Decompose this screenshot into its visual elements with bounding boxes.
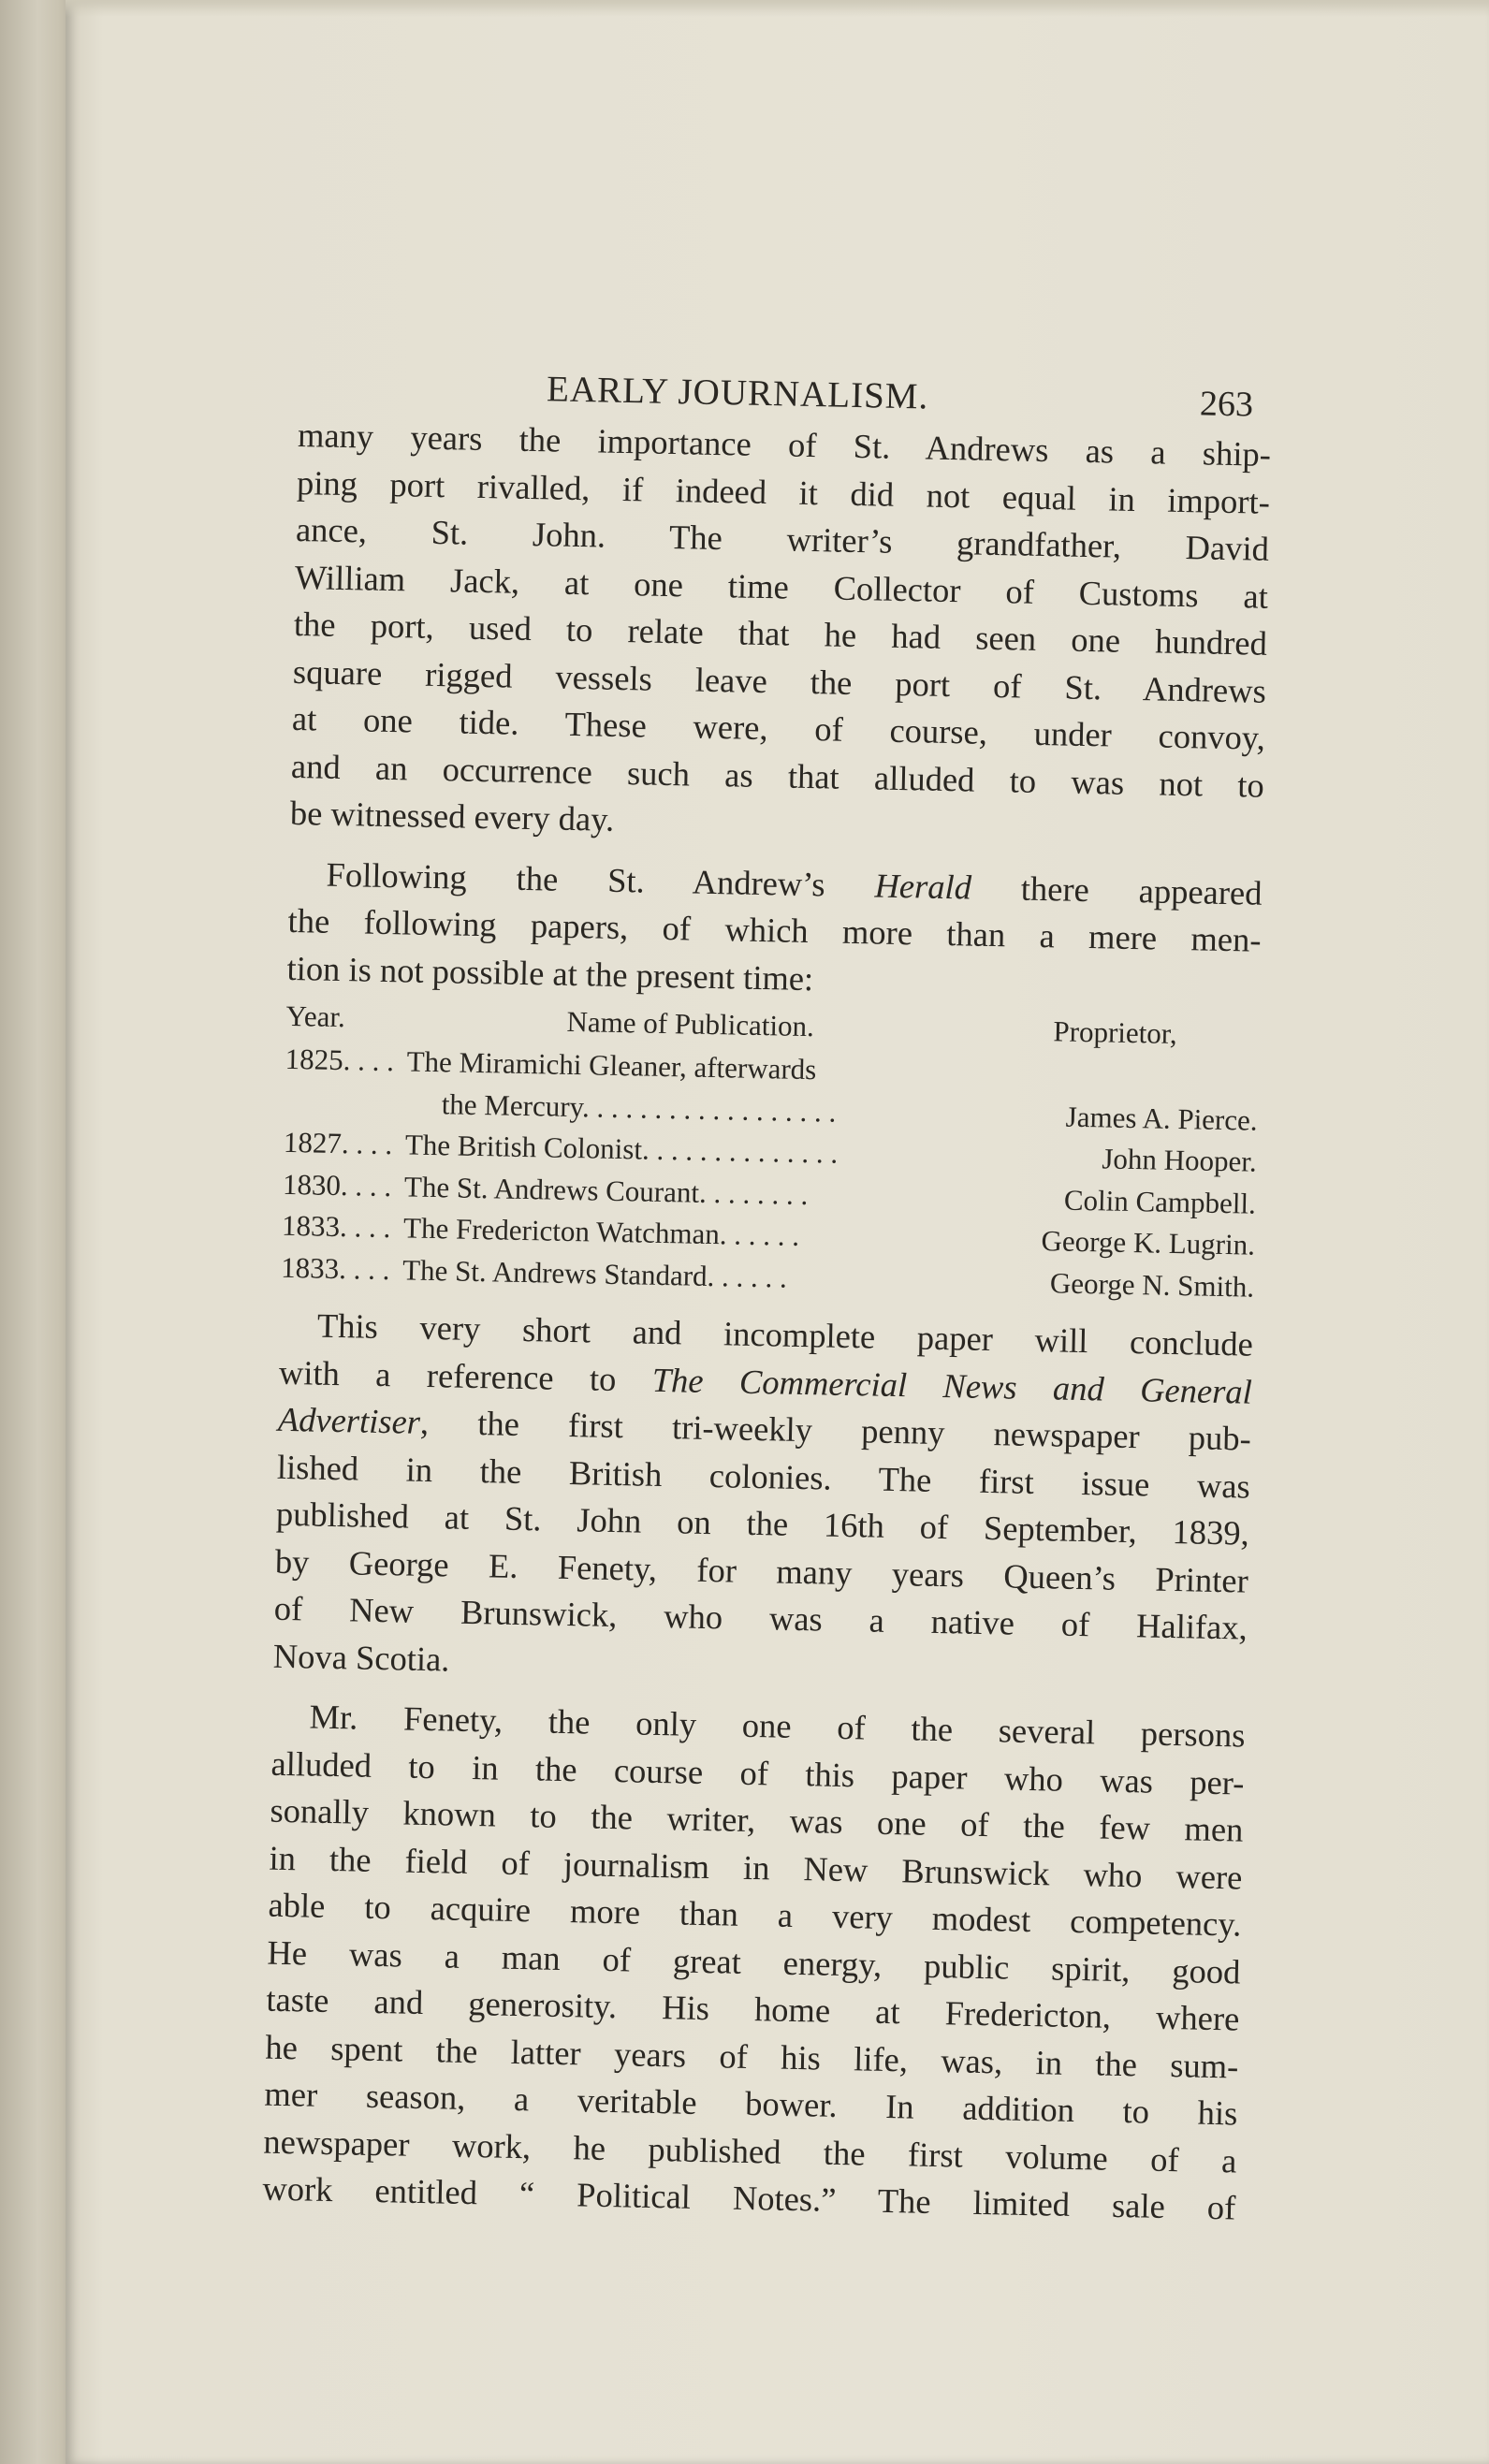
text-line: published at St. John on the 16th of September, 1839, — [275, 1494, 1250, 1553]
text-line: work entitled “ Political Notes.” The limited sale of — [262, 2168, 1236, 2227]
text-line: lished in the British colonies. The first issue was — [276, 1447, 1251, 1506]
text-line: able to acquire more than a very modest competency. — [268, 1885, 1242, 1944]
text-line: taste and generosity. His home at Fredericton, where — [266, 1979, 1240, 2038]
column-header-year: Year. — [285, 999, 346, 1034]
text-line: William Jack, at one time Collector of Customs at — [294, 557, 1269, 616]
row-proprietor: John Hooper. — [1102, 1142, 1258, 1178]
newspaper-title: Advertiser — [277, 1399, 421, 1441]
row-year: 1833. . . . — [280, 1250, 390, 1286]
page-content — [262, 346, 1273, 2232]
text-line: Mr. Fenety, the only one of the several persons — [309, 1697, 1246, 1755]
text-line: by George E. Fenety, for many years Queen’s Printer — [274, 1541, 1249, 1600]
text-line: sonally known to the writer, was one of the few men — [270, 1790, 1244, 1849]
paragraph-2 — [286, 850, 1263, 1011]
running-head-title: EARLY JOURNALISM. — [546, 369, 929, 417]
text-run: there appeared — [971, 868, 1263, 912]
row-name: The British Colonist. . . . . . . . . . . . . . — [404, 1128, 839, 1170]
text-line: This very short and incomplete paper will conclude — [316, 1305, 1254, 1363]
column-header-proprietor: Proprietor, — [1053, 1014, 1178, 1050]
paragraph-1 — [289, 412, 1271, 856]
row-year: 1825. . . . — [285, 1042, 395, 1078]
text-line: the port, used to relate that he had seen one hundred — [293, 604, 1268, 663]
row-proprietor: George K. Lugrin. — [1041, 1224, 1256, 1261]
page-top-shadow — [66, 0, 1489, 17]
row-name: The St. Andrews Standard. . . . . . — [401, 1252, 788, 1294]
text-line: be witnessed every day. — [289, 793, 615, 838]
text-line: many years the importance of St. Andrews as a ship- — [297, 415, 1272, 474]
row-year: 1833. . . . — [281, 1208, 391, 1245]
text-line: He was a man of great energy, public spirit, good — [267, 1932, 1241, 1991]
row-year: 1830. . . . — [282, 1167, 392, 1203]
text-run: Following the St. Andrew’s — [326, 854, 875, 904]
paragraph-4 — [262, 1693, 1246, 2232]
column-header-name: Name of Publication. — [566, 1004, 815, 1043]
newspaper-title: Herald — [874, 865, 972, 907]
text-line: Nova Scotia. — [272, 1636, 450, 1678]
text-line: mer season, a veritable bower. In addition to his — [264, 2074, 1238, 2133]
row-proprietor: George N. Smith. — [1049, 1265, 1255, 1304]
row-year: 1827. . . . — [283, 1125, 393, 1161]
text-line: and an occurrence such as that alluded to was not to — [290, 746, 1265, 805]
paragraph-3 — [272, 1302, 1253, 1699]
text-line: in the field of journalism in New Brunswick who were — [269, 1838, 1243, 1897]
newspaper-title: The Commercial News and General — [651, 1360, 1253, 1411]
row-name: the Mercury. . . . . . . . . . . . . . . . . . — [441, 1086, 837, 1129]
row-proprietor: James A. Pierce. — [1065, 1100, 1258, 1137]
row-name: The Fredericton Watchman. . . . . . — [402, 1211, 800, 1252]
text-line: ping port rivalled, if indeed it did not equal in import- — [296, 462, 1271, 521]
text-run: with a reference to — [278, 1352, 653, 1399]
text-line: alluded to in the course of this paper who was per- — [270, 1743, 1245, 1802]
page-number: 263 — [1199, 384, 1254, 425]
text-line: ance, St. John. The writer’s grandfather, David — [295, 509, 1270, 568]
row-proprietor: Colin Campbell. — [1063, 1183, 1257, 1220]
text-line: square rigged vessels leave the port of St. Andrews — [292, 651, 1267, 710]
text-line: he spent the latter years of his life, was, in the sum- — [265, 2027, 1239, 2086]
text-line: at one tide. These were, of course, under convoy, — [291, 698, 1266, 757]
text-line: tion is not possible at the present time: — [286, 948, 814, 998]
text-line: the following papers, of which more than a mere men- — [287, 900, 1262, 959]
text-run: , the first tri-weekly penny newspaper pub- — [419, 1402, 1252, 1458]
text-line: of New Brunswick, who was a native of Halifax, — [273, 1588, 1248, 1647]
row-name: The Miramichi Gleaner, afterwards — [406, 1044, 817, 1086]
text-line: newspaper work, he published the first volume of a — [263, 2121, 1237, 2180]
row-name: The St. Andrews Courant. . . . . . . . — [403, 1169, 809, 1211]
publications-table — [281, 996, 1260, 1308]
